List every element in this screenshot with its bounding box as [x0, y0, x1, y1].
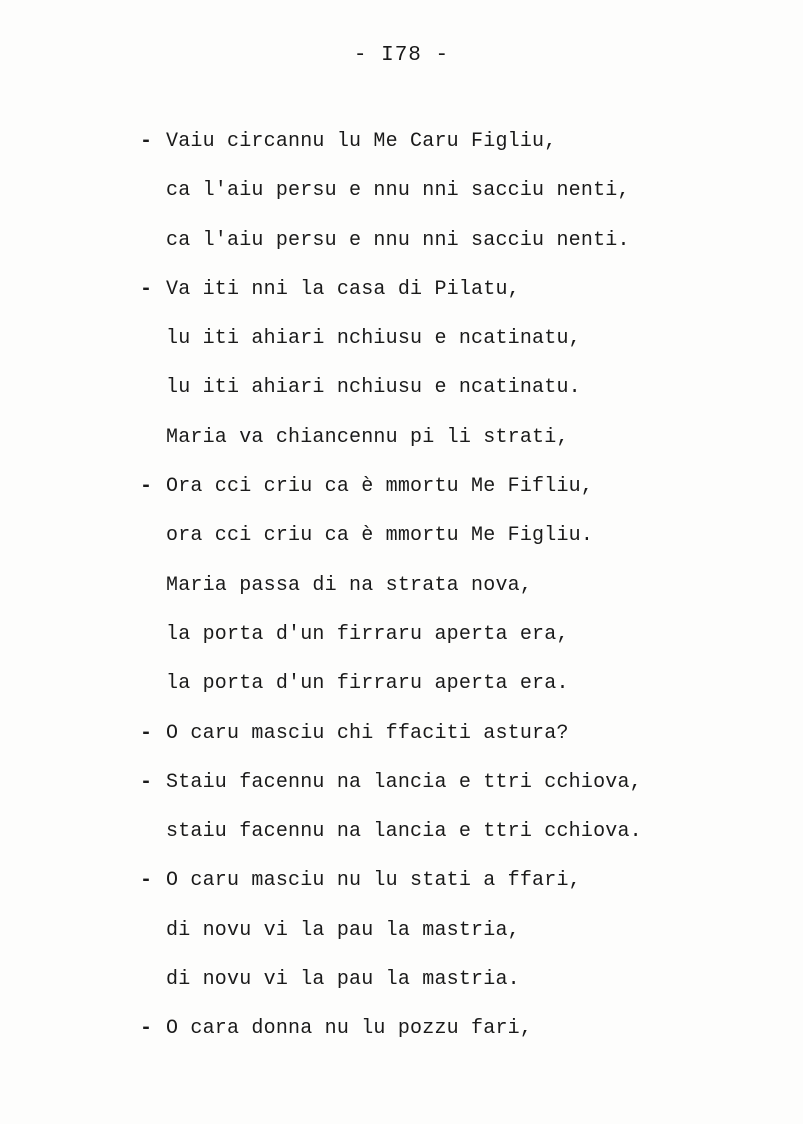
verse-text: staiu facennu na lancia e ttri cchiova.: [166, 820, 642, 844]
verse-line: [0, 370, 803, 419]
verse-block: [0, 124, 803, 1061]
verse-line: [0, 321, 803, 370]
verse-text: ca l'aiu persu e nnu nni sacciu nenti,: [166, 179, 630, 203]
verse-text: la porta d'un firraru aperta era,: [166, 622, 569, 646]
verse-line: [0, 568, 803, 617]
dialogue-dash: -: [140, 475, 153, 499]
verse-line: [0, 173, 803, 222]
verse-text: la porta d'un firraru aperta era.: [166, 672, 569, 696]
verse-line: [0, 469, 803, 518]
dialogue-dash: -: [140, 721, 153, 745]
verse-text: O caru masciu chi ffaciti astura?: [166, 721, 569, 745]
verse-text: Vaiu circannu lu Me Caru Figliu,: [166, 130, 557, 153]
verse-text: lu iti ahiari nchiusu e ncatinatu,: [166, 327, 581, 351]
verse-text: lu iti ahiari nchiusu e ncatinatu.: [166, 376, 581, 400]
dialogue-dash: -: [140, 770, 153, 794]
verse-line: [0, 223, 803, 272]
verse-text: Maria va chiancennu pi li strati,: [166, 425, 569, 449]
dialogue-dash: -: [140, 869, 153, 893]
dialogue-dash: -: [140, 1017, 153, 1041]
verse-line: [0, 913, 803, 962]
verse-line: [0, 716, 803, 765]
verse-text: Maria passa di na strata nova,: [166, 573, 533, 597]
verse-text: Va iti nni la casa di Pilatu,: [166, 277, 520, 301]
verse-text: Ora cci criu ca è mmortu Me Fifliu,: [166, 475, 594, 499]
verse-text: O cara donna nu lu pozzu fari,: [166, 1017, 533, 1041]
dialogue-dash: -: [140, 277, 153, 301]
dialogue-dash: -: [140, 130, 153, 153]
page-number: - I78 -: [353, 44, 450, 67]
verse-line: [0, 272, 803, 321]
verse-text: Staiu facennu na lancia e ttri cchiova,: [166, 770, 642, 794]
verse-text: O caru masciu nu lu stati a ffari,: [166, 869, 581, 893]
verse-line: [0, 518, 803, 567]
verse-line: [0, 617, 803, 666]
verse-text: di novu vi la pau la mastria,: [166, 918, 520, 942]
verse-line: [0, 1011, 803, 1060]
verse-line: [0, 420, 803, 469]
verse-line: [0, 765, 803, 814]
verse-text: ca l'aiu persu e nnu nni sacciu nenti.: [166, 228, 630, 252]
verse-text: ora cci criu ca è mmortu Me Figliu.: [166, 524, 594, 548]
verse-text: di novu vi la pau la mastria.: [166, 968, 520, 992]
verse-line: [0, 863, 803, 912]
verse-line: [0, 666, 803, 715]
verse-line: [0, 124, 803, 173]
verse-line: [0, 962, 803, 1011]
verse-line: [0, 814, 803, 863]
